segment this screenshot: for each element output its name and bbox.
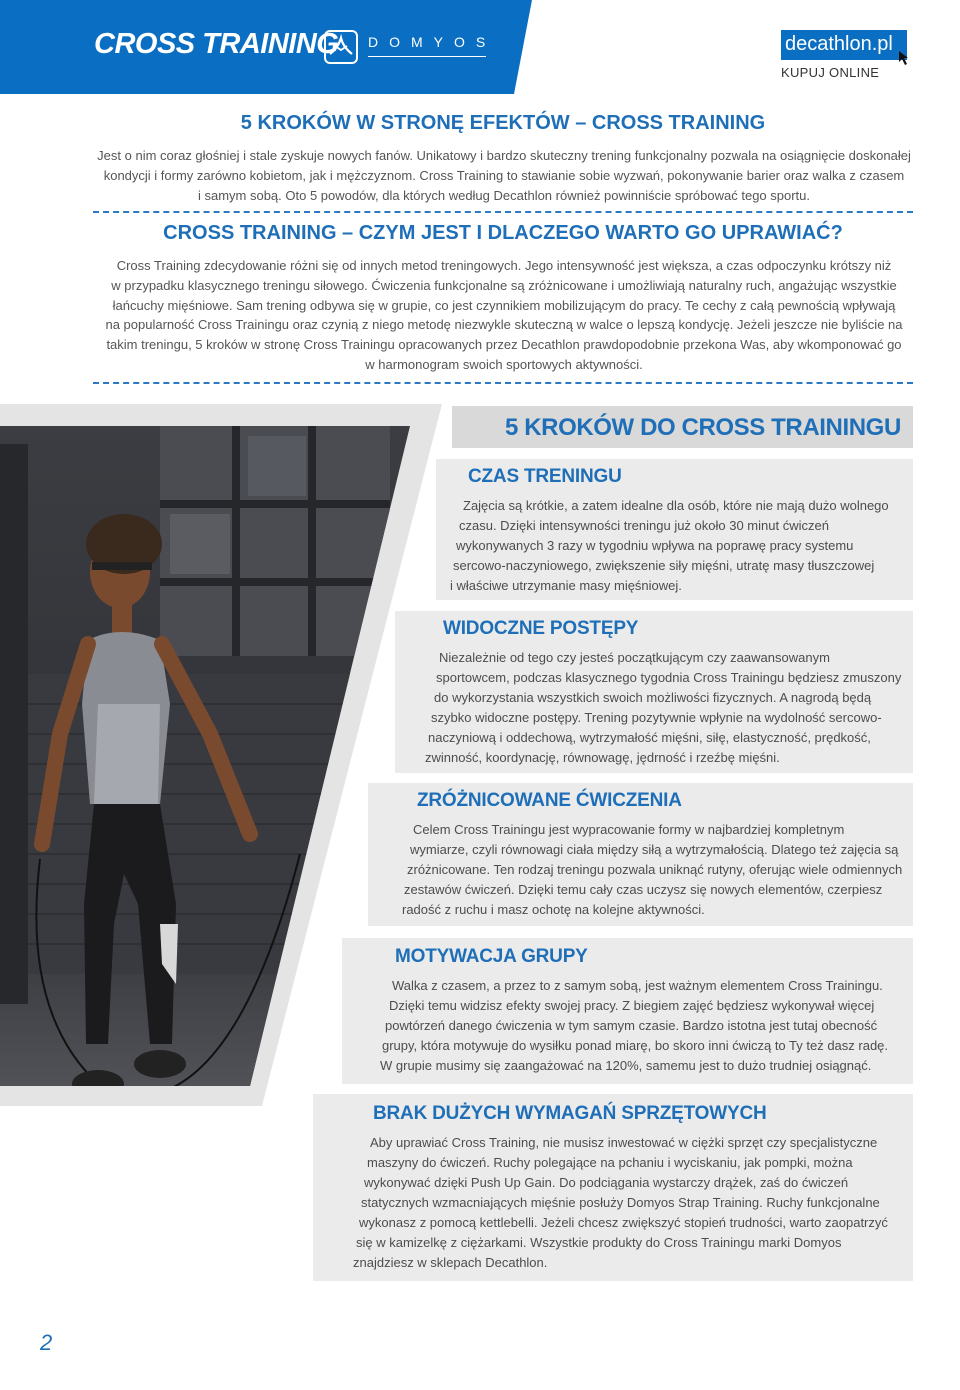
step-line: do wykorzystania wszystkich swoich możliwości fizycznych. A nagrodą będą: [434, 690, 872, 705]
step-line: wykonywanych 3 razy w tygodniu wpływa na poprawę pracy systemu: [456, 538, 854, 553]
why-line: w przypadku klasycznego treningu siłowego. Ćwiczenia funkcjonalne są zróżnicowane i umożliwiają naturalny ruch, angażując wszystkie: [111, 277, 897, 293]
page-title: CROSS TRAINING: [94, 28, 339, 60]
brand-name: DOMYOS: [368, 34, 497, 50]
step-title: MOTYWACJA GRUPY: [395, 946, 588, 967]
step-line: naczyniową i oddechową, wytrzymałość mięśni, siłę, elastyczność, prędkość,: [428, 730, 871, 745]
step-line: radość z ruchu i masz ochotę na kolejne aktywności.: [402, 902, 705, 917]
step-line: sportowcem, podczas klasycznego tygodnia Cross Trainingu będziesz zmuszony: [436, 670, 902, 685]
why-line: w harmonogram swoich sportowych aktywności.: [365, 356, 643, 372]
steps-title: 5 KROKÓW DO CROSS TRAININGU: [505, 414, 901, 441]
store-tagline: KUPUJ ONLINE: [781, 65, 880, 80]
step-line: szybko widoczne postępy. Trening pozytywnie wpłynie na wydolność sercowo-: [431, 710, 882, 725]
step-text: [424, 648, 909, 768]
step-text: [350, 1133, 909, 1273]
why-text: [96, 256, 912, 375]
step-line: Niezależnie od tego czy jesteś początkującym czy zaawansowanym: [439, 650, 830, 665]
step-line: wymiarze, czyli równowagi ciała między siłą a wytrzymałością. Dlatego też zajęcia są: [410, 842, 899, 857]
step-line: wykonasz z pomocą kettlebelli. Jeżeli chcesz zwiększyć stopień trudności, warto zaopatrzyć: [359, 1215, 888, 1230]
step-title: ZRÓŻNICOWANE ĆWICZENIA: [417, 790, 682, 811]
step-line: Dzięki temu widzisz efekty swojej pracy. Z biegiem zajęć będziesz wykonywał więcej: [389, 998, 875, 1013]
step-line: zestawów ćwiczeń. Dzięki temu cały czas uczysz się nowych elementów, czerpiesz: [404, 882, 883, 897]
step-text: [399, 820, 909, 920]
store-logo-text: decathlon.pl: [785, 33, 893, 55]
intro-heading: 5 KROKÓW W STRONĘ EFEKTÓW – CROSS TRAINING: [240, 112, 766, 134]
step-line: W grupie musimy się zaangażować na 120%, samemu jest to dużo trudniej osiągnąć.: [380, 1058, 872, 1073]
step-line: sercowo-naczyniowego, zwiększenie siły mięśni, utratę masy tłuszczowej: [453, 558, 875, 573]
step-line: zróżnicowane. Ten rodzaj treningu pozwala uniknąć rutyny, oferując wiele odmiennych: [407, 862, 903, 877]
step-text: [449, 496, 909, 596]
step-line: Zajęcia są krótkie, a zatem idealne dla osób, które nie mają dużo wolnego: [463, 498, 889, 513]
step-line: Walka z czasem, a przez to z samym sobą, jest ważnym elementem Cross Trainingu.: [392, 978, 883, 993]
brand-underline: [368, 56, 486, 57]
intro-line: kondycji i formy zarówno kobietom, jak i mężczyznom. Cross Training to stawianie sobie wyzwań, pokonywanie barier oraz walka z czasem: [103, 167, 905, 183]
step-title: CZAS TRENINGU: [468, 466, 622, 487]
step-line: czasu. Dzięki intensywności treningu już około 30 minut ćwiczeń: [459, 518, 829, 533]
store-logo[interactable]: [781, 30, 907, 60]
dashed-divider: [93, 382, 913, 384]
step-line: i właściwe utrzymanie masy mięśniowej.: [450, 578, 682, 593]
step-line: statycznych wzmacniających mięśnie posłuży Domyos Strap Training. Ruchy funkcjonalne: [361, 1195, 880, 1210]
step-title: BRAK DUŻYCH WYMAGAŃ SPRZĘTOWYCH: [373, 1103, 767, 1124]
step-line: zwinność, koordynację, równowagę, jędrność i rzeźbę mięśni.: [425, 750, 780, 765]
step-line: maszyny do ćwiczeń. Ruchy polegające na pchaniu i wyciskaniu, jak pompki, można: [367, 1155, 853, 1170]
step-title: WIDOCZNE POSTĘPY: [443, 618, 639, 639]
step-line: Celem Cross Trainingu jest wypracowanie formy w najbardziej kompletnym: [413, 822, 845, 837]
intro-line: i samym sobą. Oto 5 powodów, dla których według Decathlon również powinniście spróbować tego sportu.: [197, 187, 811, 203]
why-line: takim treningu, 5 kroków w stronę Cross Trainingu opracowanych przez Decathlon prawdopodobnie przekona Was, aby wkomponować go: [106, 337, 902, 353]
mouse-cursor-icon: [898, 50, 914, 66]
domyos-swoosh-icon: [324, 30, 358, 64]
step-line: grupy, która motywuje do wysiłku ponad miarę, bo skoro inni ćwiczą to Ty też dasz radę.: [382, 1038, 889, 1053]
dashed-divider: [93, 211, 913, 213]
why-line: na popularność Cross Trainingu oraz czynią z niego metodę niezwykle skuteczną w walce o lepszą kondycję. Jeżeli jeszcze nie byliście na: [105, 317, 903, 333]
step-line: wykonywać dzięki Push Up Gain. Do podciągania wystarczy drążek, zaś do ćwiczeń: [364, 1175, 849, 1190]
step-line: Aby uprawiać Cross Training, nie musisz inwestować w ciężki sprzęt czy specjalistyczne: [370, 1135, 878, 1150]
step-line: powtórzeń danego ćwiczenia w tym samym czasie. Bardzo istotna jest tutaj obecność: [385, 1018, 878, 1033]
intro-text: [96, 146, 912, 205]
why-line: łańcuchy mięśniowe. Sam trening odbywa się w grupie, co jest czynnikiem mobilizującym do pracy. Te cechy z całą pewnością wpływają: [112, 297, 896, 313]
intro-line: Jest o nim coraz głośniej i stale zyskuje nowych fanów. Unikatowy i bardzo skuteczny trening funkcjonalny pozwala na osiągnięcie doskonałej: [97, 148, 911, 163]
step-line: się w kamizelkę z ciężarkami. Wszystkie produkty do Cross Trainingu marki Domyos: [356, 1235, 842, 1250]
why-heading: CROSS TRAINING – CZYM JEST I DLACZEGO WARTO GO UPRAWIAĆ?: [163, 222, 843, 244]
step-line: znajdziesz w sklepach Decathlon.: [353, 1255, 548, 1270]
why-line: Cross Training zdecydowanie różni się od innych metod treningowych. Jego intensywność jest większa, a czas odpoczynku krótszy niż: [116, 258, 892, 273]
page-number: 2: [40, 1330, 53, 1355]
step-text: [373, 976, 909, 1076]
